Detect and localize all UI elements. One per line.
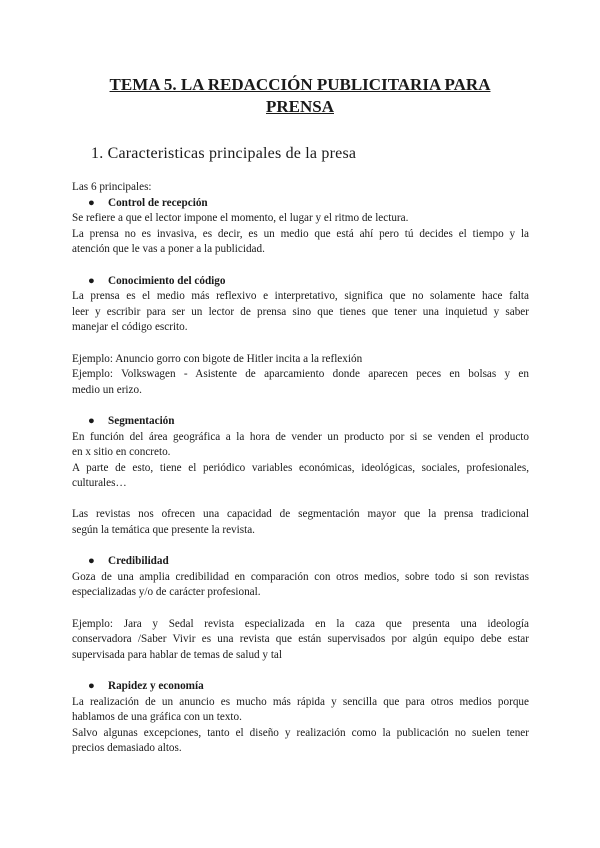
section-control-recepcion [72,196,529,258]
paragraph-line: atención que le vas a poner a la publicidad. [72,243,265,256]
paragraph-line: en x sitio en concreto. [72,446,171,459]
paragraph-line: según la temática que presente la revista. [72,524,255,537]
bullet-dot-icon: ● [88,196,95,209]
paragraph-line: Ejemplo: Volkswagen - Asistente de aparcamiento donde aparecen peces en bolsas y en [72,368,529,381]
paragraph-line: supervisada para hablar de temas de salud y tal [72,648,282,661]
paragraph-line: especializadas y/o de carácter profesional. [72,586,261,599]
section-heading: 1. Caracteristicas principales de la presa [91,145,357,162]
spacer [72,336,529,352]
paragraph-line: Se refiere a que el lector impone el momento, el lugar y el ritmo de lectura. [72,212,409,225]
paragraph-line: A parte de esto, tiene el periódico variables económicas, ideológicas, sociales, profesionales, [72,461,529,474]
bullet-dot-icon: ● [88,414,95,427]
paragraph-line: precios demasiado altos. [72,742,182,755]
section-segmentacion [72,414,529,539]
spacer [72,601,529,617]
paragraph-line: hablamos de una gráfica con un texto. [72,711,242,724]
paragraph-line: leer y escribir para ser un lector de prensa sino que tienes que tener una inquietud y saber [72,305,529,318]
document-body [72,180,529,757]
paragraph-line: medio un erizo. [72,383,142,396]
paragraph-line: culturales… [72,477,127,490]
section-conocimiento-codigo [72,274,529,399]
bullet-heading [72,196,529,212]
paragraph-line: Goza de una amplia credibilidad en comparación con otros medios, sobre todo si son revistas [72,570,529,583]
title-line-1: TEMA 5. LA REDACCIÓN PUBLICITARIA PARA [109,75,491,94]
paragraph-line: conservadora /Saber Vivir es una revista que están supervisados por algún equipo debe estar [72,633,529,646]
bullet-heading-text: Segmentación [108,414,175,427]
bullet-heading-text: Credibilidad [108,555,169,568]
spacer [72,398,529,414]
spacer [72,539,529,555]
bullet-heading [72,414,529,430]
paragraph-line: Las revistas nos ofrecen una capacidad de segmentación mayor que la prensa tradicional [72,508,529,521]
spacer [72,258,529,274]
spacer [72,663,529,679]
bullet-heading-text: Control de recepción [108,196,208,209]
paragraph-line: La prensa no es invasiva, es decir, es un medio que está ahí pero tú decides el tiempo y la [72,227,529,240]
bullet-heading [72,554,529,570]
paragraph-line: Ejemplo: Jara y Sedal revista especializada en la caza que presenta una ideología [72,617,529,630]
paragraph-line: Ejemplo: Anuncio gorro con bigote de Hitler incita a la reflexión [72,352,363,365]
paragraph-line: La realización de un anuncio es mucho más rápida y sencilla que para otros medios porque [72,695,529,708]
paragraph-line: manejar el código escrito. [72,321,188,334]
bullet-dot-icon: ● [88,680,95,692]
bullet-heading-text: Conocimiento del código [108,274,226,287]
spacer [72,492,529,508]
section-credibilidad [72,554,529,663]
bullet-heading [72,679,529,695]
section-rapidez-economia [72,679,529,757]
intro-text: Las 6 principales: [72,181,152,193]
paragraph-line: En función del área geográfica a la hora de vender un producto por si se venden el producto [72,430,529,443]
bullet-heading-text: Rapidez y economía [108,680,204,692]
paragraph-line: La prensa es el medio más reflexivo e interpretativo, significa que no solamente hace falta [72,290,529,303]
title-line-2: PRENSA [265,97,334,116]
bullet-dot-icon: ● [88,274,95,287]
bullet-dot-icon: ● [88,555,95,568]
paragraph-line: Salvo algunas excepciones, tanto el diseño y realización como la publicación no suelen tener [72,726,529,739]
bullet-heading [72,274,529,290]
document-title [60,74,540,118]
